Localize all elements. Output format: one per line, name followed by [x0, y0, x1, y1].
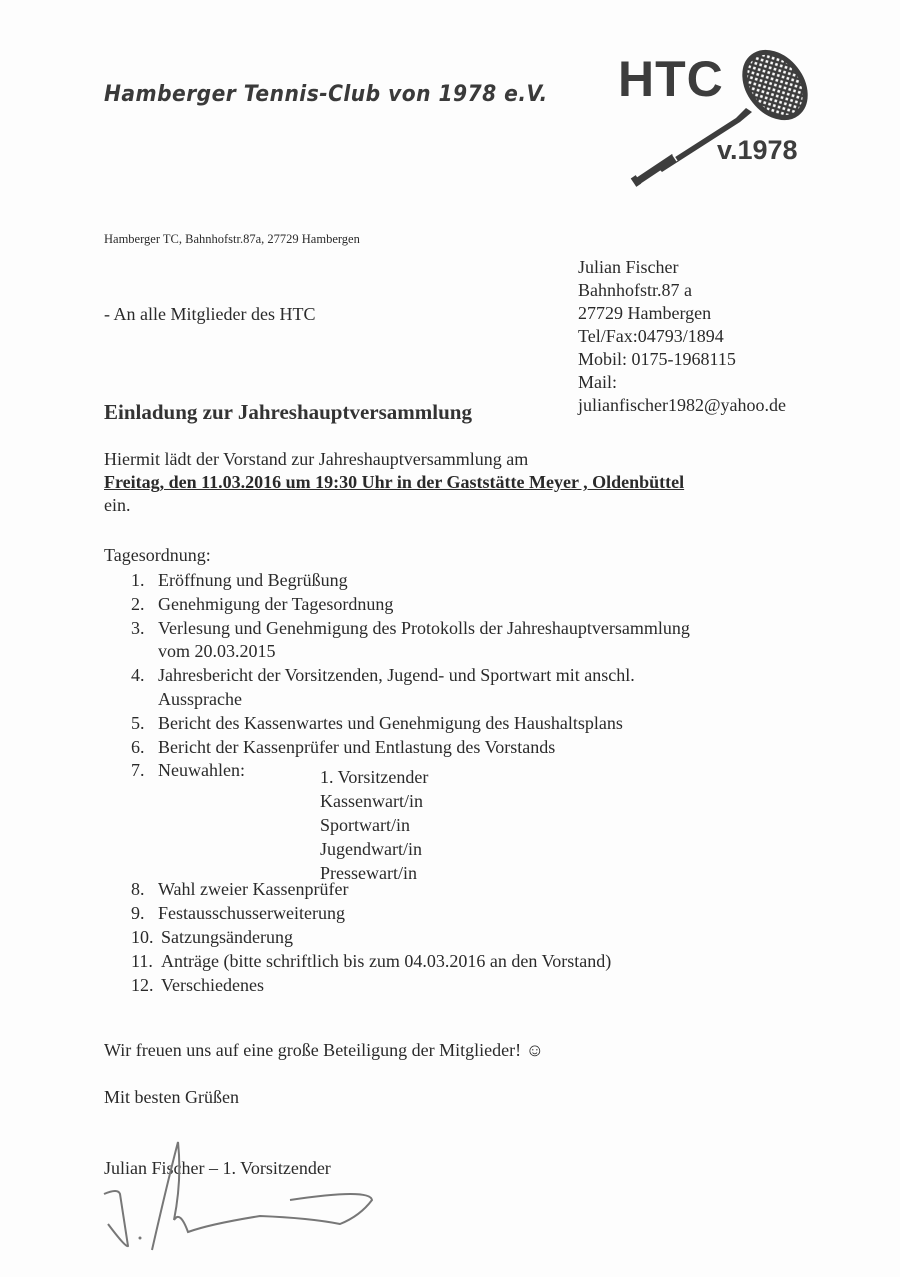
election-role: 1. Vorsitzender [320, 767, 429, 787]
agenda-list [131, 569, 871, 997]
recipient-line: - An alle Mitglieder des HTC [104, 304, 316, 324]
letter-heading: Einladung zur Jahreshauptversammlung [104, 400, 472, 424]
logo-htc-text: HTC [618, 51, 724, 107]
contact-email: julianfischer1982@yahoo.de [578, 395, 787, 415]
club-logo [600, 40, 840, 190]
handwritten-signature [90, 1120, 590, 1277]
election-role: Jugendwart/in [320, 839, 422, 859]
intro-line-3: ein. [104, 495, 131, 515]
agenda-item: 9. Festausschusserweiterung [131, 903, 345, 924]
election-roles [320, 765, 428, 885]
contact-street: Bahnhofstr.87 a [578, 280, 692, 300]
election-role: Sportwart/in [320, 815, 410, 835]
contact-city: 27729 Hambergen [578, 303, 712, 323]
agenda-item: 11. Anträge (bitte schriftlich bis zum 04.03.2016 an den Vorstand) [131, 950, 612, 971]
meeting-date-location: Freitag, den 11.03.2016 um 19:30 Uhr in der Gaststätte Meyer , Oldenbüttel [104, 472, 685, 492]
signer-line: Julian Fischer – 1. Vorsitzender [104, 1158, 331, 1178]
election-role: Kassenwart/in [320, 791, 423, 811]
contact-mobile: Mobil: 0175-1968115 [578, 349, 736, 369]
contact-mail-label: Mail: [578, 372, 617, 392]
agenda-item: 12. Verschiedenes [131, 974, 264, 995]
agenda-title: Tagesordnung: [104, 545, 211, 565]
closing-sentence: Wir freuen uns auf eine große Beteiligung der Mitglieder! ☺ [104, 1040, 545, 1060]
contact-phone: Tel/Fax:04793/1894 [578, 326, 724, 346]
contact-block [578, 256, 786, 417]
agenda-item: 8. Wahl zweier Kassenprüfer [131, 879, 349, 900]
agenda-item: 4. Jahresbericht der Vorsitzenden, Jugend- und Sportwart mit anschl. Aussprache [131, 665, 635, 709]
regards-line: Mit besten Grüßen [104, 1087, 239, 1107]
agenda-item: 2. Genehmigung der Tagesordnung [131, 593, 394, 614]
agenda-item: 5. Bericht des Kassenwartes und Genehmigung des Haushaltsplans [131, 712, 623, 733]
contact-name: Julian Fischer [578, 257, 679, 277]
election-role: Pressewart/in [320, 863, 417, 883]
agenda-item: 1. Eröffnung und Begrüßung [131, 570, 348, 590]
intro-paragraph [104, 448, 864, 517]
agenda-item: 3. Verlesung und Genehmigung des Protokolls der Jahreshauptversammlung vom 20.03.2015 [131, 617, 690, 662]
agenda-item: 7. Neuwahlen: [131, 760, 245, 781]
logo-year-text: v.1978 [717, 135, 798, 165]
sender-address-line: Hamberger TC, Bahnhofstr.87a, 27729 Hambergen [104, 232, 360, 246]
agenda-item: 6. Bericht der Kassenprüfer und Entlastung des Vorstands [131, 736, 556, 757]
agenda-item: 10. Satzungsänderung [131, 926, 293, 947]
club-name: Hamberger Tennis-Club von 1978 e.V. [104, 82, 548, 107]
intro-line-1: Hiermit lädt der Vorstand zur Jahreshauptversammlung am [104, 449, 529, 469]
